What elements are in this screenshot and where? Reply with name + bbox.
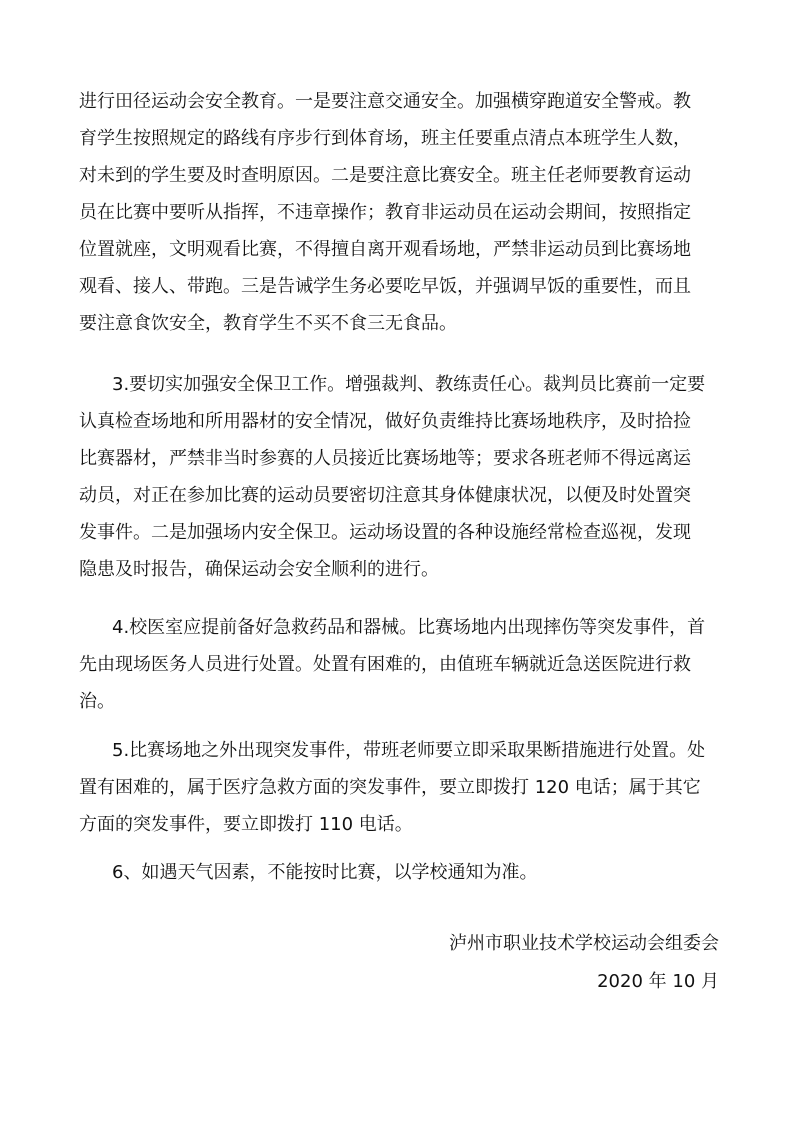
paragraph-line: 5.比赛场地之外出现突发事件，带班老师要立即采取果断措施进行处置。处 (112, 740, 706, 761)
paragraph-line: 认真检查场地和所用器材的安全情况，做好负责维持比赛场地秩序，及时拾捡 (79, 411, 691, 432)
paragraph-line: 置有困难的，属于医疗急救方面的突发事件，要立即拨打 120 电话；属于其它 (79, 777, 701, 798)
signature-organization: 泸州市职业技术学校运动会组委会 (449, 933, 719, 954)
paragraph-line: 动员，对正在参加比赛的运动员要密切注意其身体健康状况，以便及时处置突 (79, 485, 691, 506)
paragraph-line: 位置就座，文明观看比赛，不得擅自离开观看场地，严禁非运动员到比赛场地 (79, 239, 691, 260)
paragraph-line: 6、如遇天气因素，不能按时比赛，以学校通知为准。 (112, 862, 538, 883)
paragraph-line: 3.要切实加强安全保卫工作。增强裁判、教练责任心。裁判员比赛前一定要 (112, 374, 706, 395)
paragraph-line: 治。 (79, 691, 115, 712)
paragraph-line: 先由现场医务人员进行处置。处置有困难的，由值班车辆就近急送医院进行救 (79, 654, 691, 675)
signature-date: 2020 年 10 月 (597, 971, 719, 992)
paragraph-line: 育学生按照规定的路线有序步行到体育场，班主任要重点清点本班学生人数， (79, 128, 691, 149)
paragraph-line: 要注意食饮安全，教育学生不买不食三无食品。 (79, 313, 457, 334)
paragraph-line: 发事件。二是加强场内安全保卫。运动场设置的各种设施经常检查巡视，发现 (79, 522, 691, 543)
paragraph-line: 对未到的学生要及时查明原因。二是要注意比赛安全。班主任老师要教育运动 (79, 165, 691, 186)
paragraph-line: 员在比赛中要听从指挥，不违章操作；教育非运动员在运动会期间，按照指定 (79, 202, 691, 223)
paragraph-line: 观看、接人、带跑。三是告诫学生务必要吃早饭，并强调早饭的重要性，而且 (79, 276, 691, 297)
paragraph-line: 比赛器材，严禁非当时参赛的人员接近比赛场地等；要求各班老师不得远离运 (79, 448, 691, 469)
paragraph-line: 4.校医室应提前备好急救药品和器械。比赛场地内出现摔伤等突发事件，首 (112, 617, 706, 638)
paragraph-line: 进行田径运动会安全教育。一是要注意交通安全。加强横穿跑道安全警戒。教 (79, 91, 691, 112)
paragraph-line: 方面的突发事件，要立即拨打 110 电话。 (79, 814, 413, 835)
paragraph-line: 隐患及时报告，确保运动会安全顺利的进行。 (79, 559, 439, 580)
